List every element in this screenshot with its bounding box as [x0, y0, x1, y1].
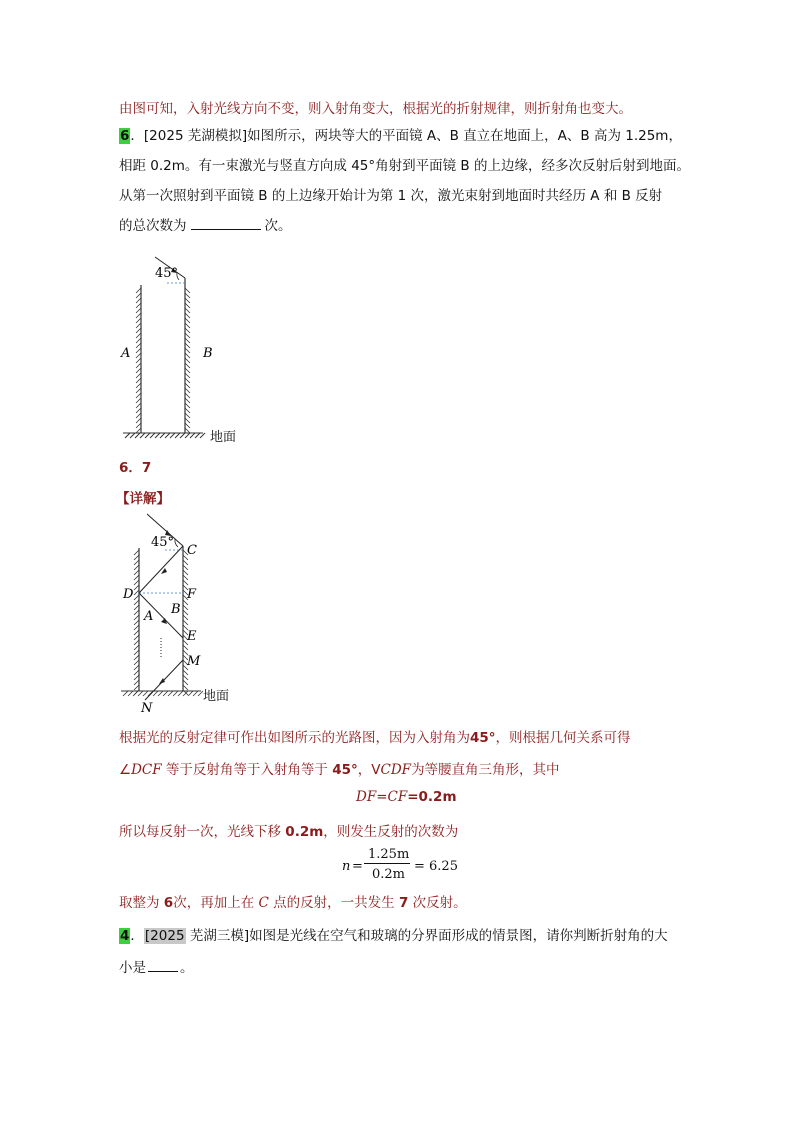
- q4-line1: [119, 924, 668, 944]
- explain-line1: [119, 726, 631, 746]
- eq-cf: CF: [387, 789, 408, 805]
- mirror-figure-1: [115, 250, 275, 445]
- q6-text4a: 的总次数为: [119, 218, 187, 234]
- explain-text2g: 为等腰直角三角形，其中: [411, 762, 560, 778]
- explain-distance: 0.2m: [285, 824, 324, 840]
- explain-angle1: 45°: [470, 730, 496, 746]
- label-b: B: [203, 346, 213, 361]
- explain-six: 6: [163, 895, 174, 911]
- explain-text2e: ，V: [357, 762, 381, 778]
- detail-title: 【详解】: [116, 491, 170, 507]
- label-n: N: [141, 701, 153, 715]
- angle-dcf: DCF: [131, 762, 162, 778]
- q4-dot: ．: [130, 928, 144, 944]
- q4-number: 4: [120, 928, 130, 944]
- angle-label-2: 45°: [151, 535, 175, 550]
- explain-text2c: 等于反射角等于入射角等于: [161, 762, 333, 778]
- q4-tag: [2025: [144, 928, 185, 944]
- eq-value: =0.2m: [407, 789, 457, 805]
- q4-line2: [119, 956, 194, 976]
- explain-line2: [119, 758, 560, 778]
- q6-line3: 从第一次照射到平面镜 B 的上边缘开始计为第 1 次，激光束射到地面时共经历 A 和 B 反射: [119, 188, 663, 204]
- q6-line4: [119, 214, 292, 234]
- intro-line: 由图可知，入射光线方向不变，则入射角变大，根据光的折射规律，则折射角也变大。: [119, 101, 632, 117]
- label-a-2: A: [144, 609, 154, 624]
- explain-text4a: 取整为: [119, 895, 164, 911]
- explain-text1a: 根据光的反射定律可作出如图所示的光路图，因为入射角为: [119, 730, 470, 746]
- fraction-eq: =: [352, 859, 363, 874]
- label-b-2: B: [171, 602, 181, 617]
- angle-label: 45°: [155, 266, 179, 281]
- q6-line2: 相距 0.2m。有一束激光与竖直方向成 45°角射到平面镜 B 的上边缘，经多次反射后射到地面。: [119, 158, 690, 174]
- ground-label-2: 地面: [203, 689, 230, 704]
- label-d: D: [123, 587, 134, 602]
- point-c: C: [258, 895, 269, 911]
- explain-text4e: 点的反射，一共发生: [268, 895, 399, 911]
- q6-line1: [119, 124, 682, 144]
- fraction-numerator: 1.25m: [368, 847, 410, 862]
- q4-text1: 芜湖三模]如图是光线在空气和玻璃的分界面形成的情景图，请你判断折射角的大: [185, 928, 668, 944]
- mirror-figure-2: [115, 510, 275, 715]
- answer-line: 6．7: [119, 460, 152, 476]
- explain-text4g: 次反射。: [408, 895, 467, 911]
- q4-answer-blank[interactable]: [148, 959, 178, 972]
- q6-text1: [2025 芜湖模拟]如图所示，两块等大的平面镜 A、B 直立在地面上，A、B 高为 1.25m，: [143, 128, 682, 144]
- triangle-cdf: CDF: [380, 762, 412, 778]
- answer-blank[interactable]: [191, 217, 261, 230]
- explain-seven: 7: [398, 895, 409, 911]
- fraction-denominator: 0.2m: [372, 867, 406, 882]
- angle-symbol: ∠: [119, 762, 132, 778]
- label-m: M: [187, 654, 201, 669]
- q4-text2a: 小是: [119, 960, 146, 976]
- explain-text3a: 所以每反射一次，光线下移: [119, 824, 286, 840]
- q6-text4b: 次。: [264, 218, 292, 234]
- label-a: A: [121, 346, 131, 361]
- explain-angle2: 45°: [332, 762, 358, 778]
- explain-text3c: ，则发生反射的次数为: [323, 824, 459, 840]
- equation-df-cf: [356, 789, 457, 805]
- q4-text2b: 。: [180, 960, 194, 976]
- explain-line4: [119, 891, 467, 911]
- explain-text1c: ，则根据几何关系可得: [495, 730, 631, 746]
- ground-hatch: [123, 433, 205, 438]
- fraction-n: n: [342, 859, 351, 874]
- explain-text4c: 次，再加上在: [173, 895, 259, 911]
- explain-line3: [119, 820, 458, 840]
- label-f: F: [187, 587, 197, 602]
- q6-number: 6: [120, 128, 130, 144]
- fraction-result: = 6.25: [414, 859, 458, 874]
- fraction-bar: [364, 863, 410, 864]
- ground-label-1: 地面: [210, 430, 237, 445]
- label-c: C: [187, 543, 197, 558]
- q6-dot: ．: [130, 128, 144, 144]
- eq-df: DF: [356, 789, 377, 805]
- eq-equals: =: [376, 789, 388, 805]
- label-e: E: [187, 629, 197, 644]
